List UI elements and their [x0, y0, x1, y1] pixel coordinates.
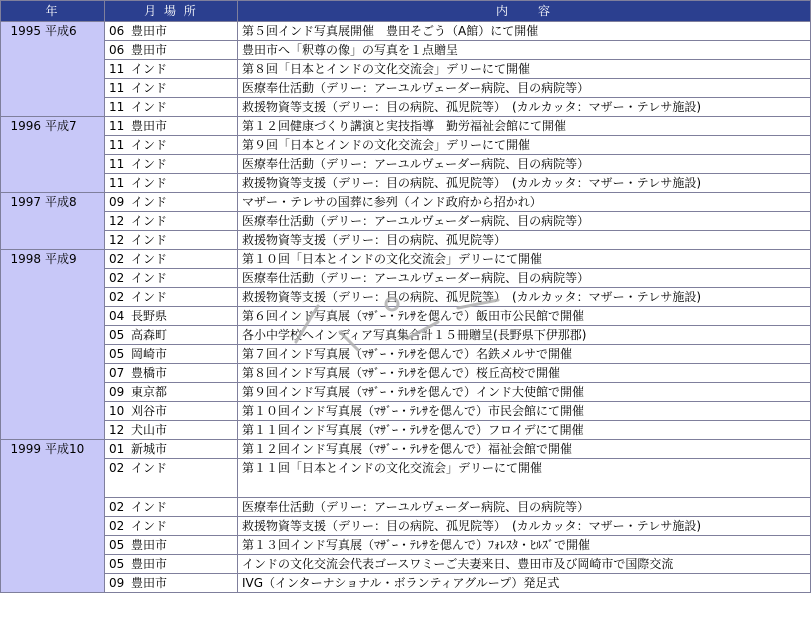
table-row — [1, 517, 811, 536]
month-value: 09 — [109, 385, 125, 399]
month-value: 02 — [109, 500, 125, 514]
table-row — [1, 60, 811, 79]
month-value: 12 — [109, 423, 125, 437]
place-value: インド — [131, 157, 168, 171]
place-value: インド — [131, 500, 168, 514]
month-value: 02 — [109, 271, 125, 285]
month-place-cell — [105, 517, 238, 536]
place-value: 刈谷市 — [131, 404, 168, 418]
month-place-cell — [105, 60, 238, 79]
table-row — [1, 402, 811, 421]
month-value: 02 — [109, 252, 125, 266]
month-place-cell — [105, 269, 238, 288]
content-cell: 第１２回健康づくり講演と実技指導 勤労福祉会館にて開催 — [238, 117, 811, 136]
year-cell — [1, 440, 105, 593]
place-value: インド — [131, 519, 168, 533]
content-cell: 各小中学校へインディア写真集合計１５冊贈呈(長野県下伊那郡) — [238, 326, 811, 345]
month-place-cell — [105, 364, 238, 383]
content-cell: 第８回インド写真展（ﾏｻﾞｰ・ﾃﾚｻを偲んで）桜丘高校で開催 — [238, 364, 811, 383]
table-row — [1, 364, 811, 383]
place-value: インド — [131, 252, 168, 266]
content-cell: 救援物資等支援（デリー：目の病院、孤児院等） (カルカッタ：マザー・テレサ施設) — [238, 174, 811, 193]
table-row — [1, 498, 811, 517]
month-value: 11 — [109, 62, 125, 76]
table-row — [1, 555, 811, 574]
year-cell — [1, 22, 105, 117]
place-value: インド — [131, 214, 168, 228]
year-cell — [1, 193, 105, 250]
era-value: 平成9 — [45, 252, 77, 266]
year-value: 1995 — [10, 24, 41, 38]
month-place-cell — [105, 574, 238, 593]
table-row — [1, 440, 811, 459]
place-value: 豊田市 — [131, 43, 168, 57]
content-cell: 第１２回インド写真展（ﾏｻﾞｰ・ﾃﾚｻを偲んで）福祉会館で開催 — [238, 440, 811, 459]
place-value: 豊田市 — [131, 576, 168, 590]
content-cell: 第７回インド写真展（ﾏｻﾞｰ・ﾃﾚｻを偲んで）名鉄メルサで開催 — [238, 345, 811, 364]
month-place-cell — [105, 402, 238, 421]
place-value: 新城市 — [131, 442, 168, 456]
table-row — [1, 250, 811, 269]
content-cell: 第９回「日本とインドの文化交流会」デリーにて開催 — [238, 136, 811, 155]
table-row — [1, 326, 811, 345]
table-header-row — [1, 1, 811, 22]
month-value: 12 — [109, 233, 125, 247]
month-value: 05 — [109, 347, 125, 361]
header-content: 内 容 — [238, 1, 811, 22]
month-place-cell — [105, 117, 238, 136]
month-value: 05 — [109, 328, 125, 342]
month-place-cell — [105, 536, 238, 555]
era-value: 平成10 — [45, 442, 85, 456]
table-row — [1, 22, 811, 41]
content-cell: 第９回インド写真展（ﾏｻﾞｰ・ﾃﾚｻを偲んで）インド大使館で開催 — [238, 383, 811, 402]
table-row — [1, 79, 811, 98]
month-place-cell — [105, 498, 238, 517]
month-value: 10 — [109, 404, 125, 418]
month-place-cell — [105, 231, 238, 250]
place-value: 東京都 — [131, 385, 168, 399]
content-cell: 医療奉仕活動（デリー：アーユルヴェーダー病院、目の病院等） — [238, 79, 811, 98]
month-place-cell — [105, 288, 238, 307]
month-place-cell — [105, 440, 238, 459]
month-value: 11 — [109, 100, 125, 114]
month-value: 07 — [109, 366, 125, 380]
content-cell: 救援物資等支援（デリー：目の病院、孤児院等） — [238, 231, 811, 250]
place-value: 豊橋市 — [131, 366, 168, 380]
month-value: 11 — [109, 157, 125, 171]
month-value: 09 — [109, 195, 125, 209]
content-cell: 救援物資等支援（デリー：目の病院、孤児院等） (カルカッタ：マザー・テレサ施設) — [238, 288, 811, 307]
content-cell: 救援物資等支援（デリー：目の病院、孤児院等） (カルカッタ：マザー・テレサ施設) — [238, 517, 811, 536]
month-place-cell — [105, 79, 238, 98]
month-place-cell — [105, 307, 238, 326]
year-cell — [1, 250, 105, 440]
content-cell: 第８回「日本とインドの文化交流会」デリーにて開催 — [238, 60, 811, 79]
place-value: インド — [131, 100, 168, 114]
table-row — [1, 98, 811, 117]
month-place-cell — [105, 98, 238, 117]
month-place-cell — [105, 345, 238, 364]
header-year: 年 — [1, 1, 105, 22]
table-row — [1, 136, 811, 155]
table-row — [1, 288, 811, 307]
era-value: 平成6 — [45, 24, 77, 38]
month-place-cell — [105, 326, 238, 345]
month-place-cell — [105, 212, 238, 231]
place-value: インド — [131, 461, 168, 475]
table-row — [1, 345, 811, 364]
year-value: 1997 — [10, 195, 41, 209]
place-value: インド — [131, 271, 168, 285]
content-cell: インドの文化交流会代表ゴースワミーご夫妻来日、豊田市及び岡崎市で国際交流 — [238, 555, 811, 574]
era-value: 平成7 — [45, 119, 77, 133]
place-value: インド — [131, 62, 168, 76]
place-value: インド — [131, 138, 168, 152]
month-value: 11 — [109, 138, 125, 152]
month-value: 04 — [109, 309, 125, 323]
table-row — [1, 421, 811, 440]
year-value: 1999 — [10, 442, 41, 456]
table-row — [1, 193, 811, 212]
table-row — [1, 117, 811, 136]
content-cell: IVG（インターナショナル・ボランティアグループ）発足式 — [238, 574, 811, 593]
month-place-cell — [105, 41, 238, 60]
content-cell: 第１１回インド写真展（ﾏｻﾞｰ・ﾃﾚｻを偲んで）フロイデにて開催 — [238, 421, 811, 440]
content-cell: 救援物資等支援（デリー：目の病院、孤児院等） (カルカッタ：マザー・テレサ施設) — [238, 98, 811, 117]
content-cell: 第６回インド写真展（ﾏｻﾞｰ・ﾃﾚｻを偲んで）飯田市公民館で開催 — [238, 307, 811, 326]
year-cell — [1, 117, 105, 193]
table-row — [1, 307, 811, 326]
month-value: 11 — [109, 81, 125, 95]
month-value: 09 — [109, 576, 125, 590]
content-cell: 豊田市へ「釈尊の像」の写真を１点贈呈 — [238, 41, 811, 60]
month-place-cell — [105, 421, 238, 440]
table-row — [1, 155, 811, 174]
place-value: 高森町 — [131, 328, 168, 342]
place-value: インド — [131, 233, 168, 247]
month-place-cell — [105, 174, 238, 193]
table-row — [1, 212, 811, 231]
place-value: インド — [131, 195, 168, 209]
month-value: 11 — [109, 176, 125, 190]
place-value: 豊田市 — [131, 24, 168, 38]
content-cell: 医療奉仕活動（デリー：アーユルヴェーダー病院、目の病院等） — [238, 269, 811, 288]
content-cell: 医療奉仕活動（デリー：アーユルヴェーダー病院、目の病院等） — [238, 212, 811, 231]
month-value: 02 — [109, 519, 125, 533]
content-cell: 第１３回インド写真展（ﾏｻﾞｰ・ﾃﾚｻを偲んで）ﾌｫﾚｽﾀ・ﾋﾙｽﾞで開催 — [238, 536, 811, 555]
month-value: 05 — [109, 557, 125, 571]
content-cell: 第１０回インド写真展（ﾏｻﾞｰ・ﾃﾚｻを偲んで）市民会館にて開催 — [238, 402, 811, 421]
month-value: 02 — [109, 461, 125, 475]
month-place-cell — [105, 136, 238, 155]
content-cell: 第１０回「日本とインドの文化交流会」デリーにて開催 — [238, 250, 811, 269]
header-month-place: 月 場 所 — [105, 1, 238, 22]
table-body — [1, 22, 811, 593]
month-place-cell — [105, 193, 238, 212]
month-value: 05 — [109, 538, 125, 552]
era-value: 平成8 — [45, 195, 77, 209]
content-cell: 医療奉仕活動（デリー：アーユルヴェーダー病院、目の病院等） — [238, 155, 811, 174]
month-value: 02 — [109, 290, 125, 304]
month-value: 06 — [109, 24, 125, 38]
table-row — [1, 174, 811, 193]
place-value: 長野県 — [131, 309, 168, 323]
month-value: 12 — [109, 214, 125, 228]
table-row — [1, 41, 811, 60]
month-value: 01 — [109, 442, 125, 456]
content-cell: 第５回インド写真展開催 豊田そごう（A館）にて開催 — [238, 22, 811, 41]
place-value: 犬山市 — [131, 423, 168, 437]
year-value: 1998 — [10, 252, 41, 266]
place-value: 岡崎市 — [131, 347, 168, 361]
place-value: インド — [131, 176, 168, 190]
place-value: 豊田市 — [131, 119, 168, 133]
month-place-cell — [105, 459, 238, 498]
month-place-cell — [105, 383, 238, 402]
month-value: 06 — [109, 43, 125, 57]
content-cell: マザー・テレサの国葬に参列（インド政府から招かれ） — [238, 193, 811, 212]
month-place-cell — [105, 250, 238, 269]
table-row — [1, 459, 811, 498]
place-value: インド — [131, 290, 168, 304]
month-place-cell — [105, 22, 238, 41]
table-row — [1, 574, 811, 593]
content-cell: 第１１回「日本とインドの文化交流会」デリーにて開催 — [238, 459, 811, 498]
place-value: 豊田市 — [131, 538, 168, 552]
month-place-cell — [105, 555, 238, 574]
table-row — [1, 383, 811, 402]
place-value: 豊田市 — [131, 557, 168, 571]
month-place-cell — [105, 155, 238, 174]
table-row — [1, 269, 811, 288]
table-row — [1, 536, 811, 555]
year-value: 1996 — [10, 119, 41, 133]
month-value: 11 — [109, 119, 125, 133]
place-value: インド — [131, 81, 168, 95]
content-cell: 医療奉仕活動（デリー：アーユルヴェーダー病院、目の病院等） — [238, 498, 811, 517]
table-row — [1, 231, 811, 250]
